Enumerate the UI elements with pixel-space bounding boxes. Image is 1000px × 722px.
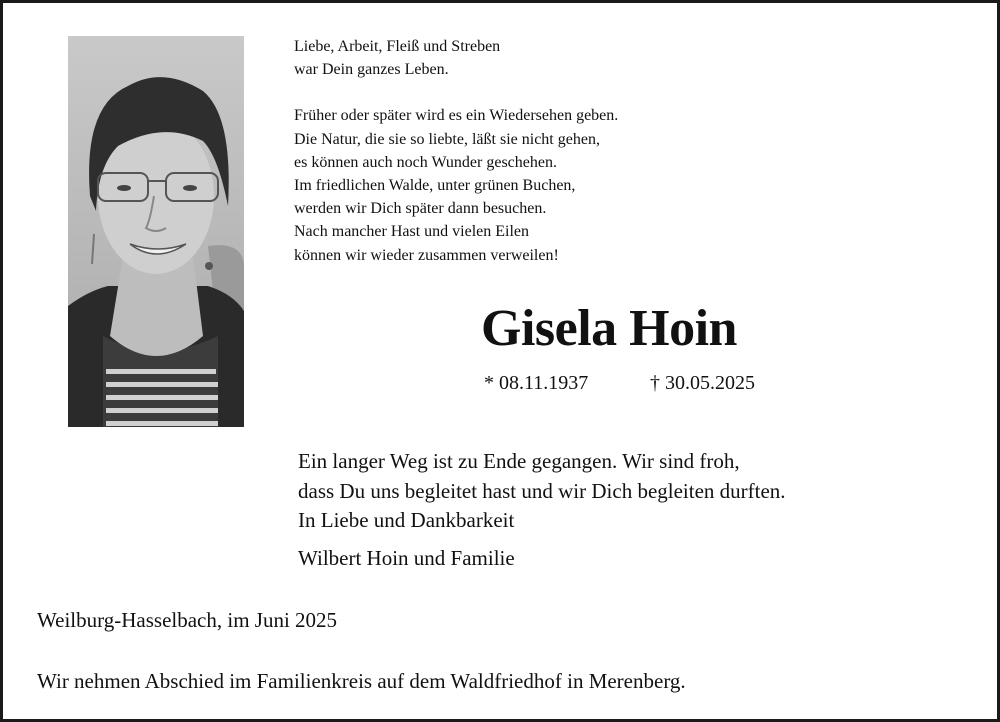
farewell-line: dass Du uns begleitet hast und wir Dich begleiten durften. — [298, 478, 786, 503]
life-dates — [484, 370, 755, 396]
poem-line: Nach mancher Hast und vielen Eilen — [294, 223, 530, 241]
farewell-message — [298, 447, 786, 536]
stanza-gap — [294, 81, 734, 104]
birth-date: * 08.11.1937 — [484, 372, 589, 394]
funeral-notice: Wir nehmen Abschied im Familienkreis auf dem Waldfriedhof in Merenberg. — [37, 669, 686, 693]
poem-line: können wir wieder zusammen verweilen! — [294, 246, 559, 264]
poem-line: Liebe, Arbeit, Fleiß und Streben — [294, 38, 501, 55]
family-signature: Wilbert Hoin und Familie — [298, 546, 515, 570]
poem — [294, 35, 734, 267]
poem-line: Die Natur, die sie so liebte, läßt sie nicht gehen, — [294, 130, 600, 148]
place-and-date: Weilburg-Hasselbach, im Juni 2025 — [37, 608, 338, 632]
portrait-image — [68, 36, 244, 427]
poem-line: Im friedlichen Walde, unter grünen Buchen, — [294, 177, 576, 195]
farewell-line: Ein langer Weg ist zu Ende gegangen. Wir sind froh, — [298, 449, 740, 473]
farewell-line: In Liebe und Dankbarkeit — [298, 508, 515, 532]
poem-line: Früher oder später wird es ein Wiedersehen geben. — [294, 107, 619, 125]
poem-line: es können auch noch Wunder geschehen. — [294, 153, 557, 171]
poem-line: war Dein ganzes Leben. — [294, 61, 449, 79]
poem-line: werden wir Dich später dann besuchen. — [294, 200, 547, 218]
deceased-name: Gisela Hoin — [481, 300, 737, 357]
portrait-photo — [68, 36, 244, 427]
death-date: † 30.05.2025 — [650, 372, 755, 394]
